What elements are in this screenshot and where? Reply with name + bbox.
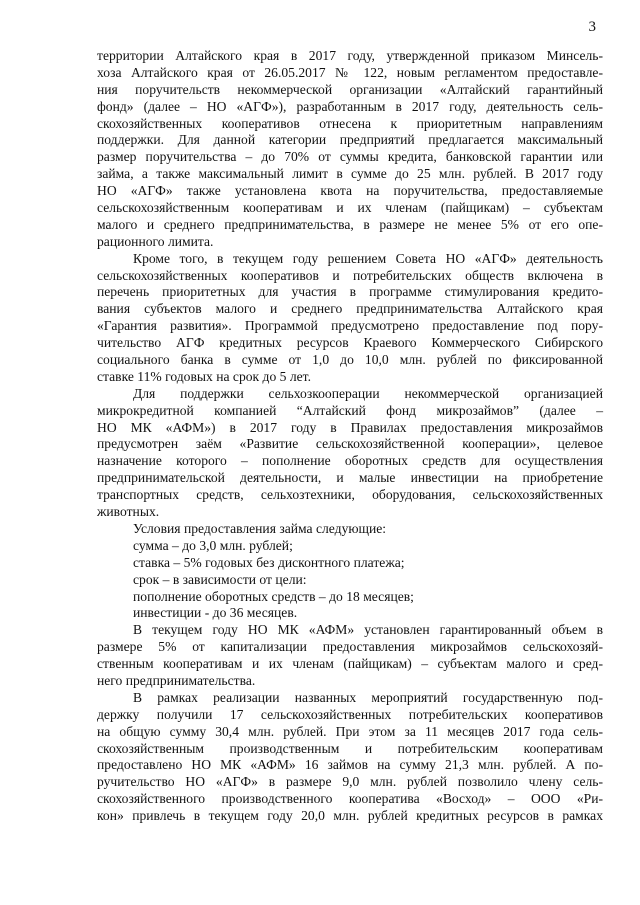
text-line: скохозяйственным производственным и потребительским кооперативам bbox=[97, 740, 603, 756]
text-line: кон» привлечь в текущем году 20,0 млн. рублей кредитных ресурсов в рамках bbox=[97, 808, 603, 824]
text-line: пополнение оборотных средств – до 18 месяцев; bbox=[133, 588, 414, 604]
text-line: скохозяйственных кооперативов отнесена к приоритетным направлениям bbox=[97, 115, 603, 131]
text-line: поддержки. Для данной категории предприятий предлагается максимальный bbox=[97, 132, 603, 148]
text-line: микрокредитной компанией “Алтайский фонд микрозаймов” (далее – bbox=[97, 402, 603, 418]
text-line: Для поддержки сельхозкооперации некоммерческой организацией bbox=[133, 385, 603, 401]
text-line: территории Алтайского края в 2017 году, утвержденной приказом Минсель- bbox=[97, 48, 603, 63]
text-line: В рамках реализации названных мероприятий государственную под- bbox=[133, 689, 603, 705]
page-number: 3 bbox=[588, 19, 596, 35]
text-line: В текущем году НО МК «АФМ» установлен гарантированный объем в bbox=[133, 622, 603, 638]
text-line: ственным кооперативам и их членам (пайщикам) – субъектам малого и сред- bbox=[97, 656, 603, 672]
text-line: хоза Алтайского края от 26.05.2017 № 122, новым регламентом предоставле- bbox=[97, 64, 603, 80]
text-line: фонд» (далее – НО «АГФ»), разработанным в 2017 году, деятельность сель- bbox=[97, 98, 603, 114]
text-line: размер поручительства – до 70% от суммы кредита, банковской гарантии или bbox=[97, 149, 603, 165]
text-line: перечень приоритетных для участия в программе стимулирования кредито- bbox=[97, 284, 603, 300]
text-line: назначение которого – пополнение оборотных средств для осуществления bbox=[97, 453, 603, 469]
text-line: рационного лимита. bbox=[97, 233, 214, 249]
text-line: ручительство НО «АГФ» в размере 9,0 млн. рублей позволило члену сель- bbox=[97, 774, 603, 790]
text-line: Кроме того, в текущем году решением Совета НО «АГФ» деятельность bbox=[133, 250, 603, 266]
text-line: социального банка в сумме от 1,0 до 10,0 млн. рублей по фиксированной bbox=[97, 352, 603, 368]
text-line: инвестиции - до 36 месяцев. bbox=[133, 605, 298, 621]
text-line: Условия предоставления займа следующие: bbox=[133, 520, 387, 536]
text-line: него предпринимательства. bbox=[97, 672, 256, 688]
text-line: сумма – до 3,0 млн. рублей; bbox=[133, 537, 293, 553]
text-line: чительство АГФ кредитных ресурсов Краевого Коммерческого Сибирского bbox=[97, 335, 603, 351]
text-line: предоставлено НО МК «АФМ» 16 займов на сумму 21,3 млн. рублей. А по- bbox=[97, 757, 603, 773]
text-line: на общую сумму 30,4 млн. рублей. При этом за 11 месяцев 2017 года сель- bbox=[97, 723, 603, 739]
text-line: предпринимательской деятельности, и малые инвестиции на приобретение bbox=[97, 470, 603, 486]
text-line: ставка – 5% годовых без дисконтного платежа; bbox=[133, 554, 405, 570]
text-line: ния поручительств некоммерческой организации «Алтайский гарантийный bbox=[97, 81, 603, 97]
text-line: транспортных средств, сельхозтехники, оборудования, сельскохозяйственных bbox=[97, 487, 603, 503]
text-line: животных. bbox=[97, 504, 160, 520]
text-line: малого и среднего предпринимательства, в размере не менее 5% от его опе- bbox=[97, 216, 603, 232]
text-line: сельскохозяйственным кооперативам и их членам (пайщикам) – субъектам bbox=[97, 200, 603, 216]
text-line: ставке 11% годовых на срок до 5 лет. bbox=[97, 368, 311, 384]
text-line: вания субъектов малого и среднего предпринимательства Алтайского края bbox=[97, 301, 603, 317]
text-line: предусмотрен заём «Развитие сельскохозяйственной кооперации», целевое bbox=[97, 436, 603, 452]
text-line: сельскохозяйственных кооперативов и потребительских обществ включена в bbox=[97, 267, 603, 283]
text-line: «Гарантия развития». Программой предусмотрено предоставление под пору- bbox=[97, 318, 603, 334]
text-line: займа, а также максимальный лимит в сумме до 25 млн. рублей. В 2017 году bbox=[97, 166, 603, 182]
body-text bbox=[97, 48, 603, 825]
text-line: срок – в зависимости от цели: bbox=[133, 571, 307, 587]
text-line: размере 5% от капитализации предоставления микрозаймов сельскохозяй- bbox=[97, 639, 603, 655]
text-line: НО МК «АФМ») в 2017 году в Правилах предоставления микрозаймов bbox=[97, 419, 603, 435]
text-line: держку получили 17 сельскохозяйственных потребительских кооперативов bbox=[97, 706, 603, 722]
text-line: НО «АГФ» также установлена квота на поручительства, предоставляемые bbox=[97, 183, 603, 199]
text-line: скохозяйственного производственного кооператива «Восход» – ООО «Ри- bbox=[97, 791, 603, 807]
